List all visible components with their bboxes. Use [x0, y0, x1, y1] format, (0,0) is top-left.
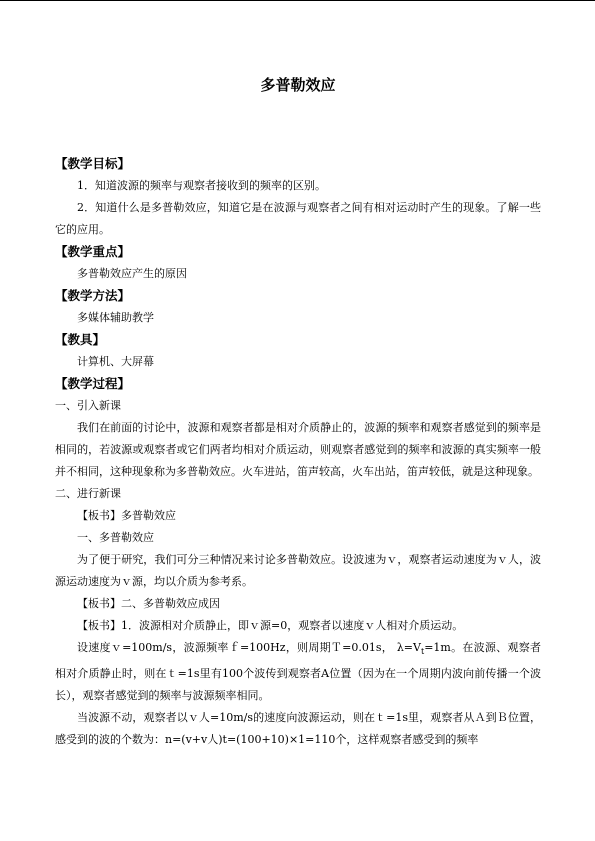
goal-item-1: 1．知道波源的频率与观察者接收到的频率的区别。	[77, 179, 326, 192]
document-title: 多普勒效应	[260, 76, 336, 94]
top-border-line	[0, 0, 595, 1]
subheading-doppler: 一、多普勒效应	[77, 531, 154, 544]
section-heading-goals: 【教学目标】	[55, 156, 131, 171]
section-heading-method: 【教学方法】	[55, 288, 131, 303]
method-text: 多媒体辅助教学	[77, 311, 154, 324]
section-heading-process: 【教学过程】	[55, 376, 131, 391]
paragraph-observer-moving: 当波源不动，观察者以ｖ人=10m/s的速度向波源运动，则在ｔ=1s里，观察者从Ａ到Ｂ位置，感受到的波的个数为：n=(v+v人)t=(100+10)×1=110个，这样观察者感受到的频率	[55, 711, 541, 747]
paragraph-example-part-a: 设速度ｖ=100m/s，波源频率ｆ=100Hz，则周期Ｔ=0.01s， λ=V	[77, 641, 421, 654]
process-part1-title: 一、引入新课	[55, 399, 121, 412]
board-note-1: 【板书】多普勒效应	[77, 509, 176, 522]
board-note-3: 【板书】1．波源相对介质静止，即ｖ源=0，观察者以速度ｖ人相对介质运动。	[77, 619, 464, 632]
paragraph-example-subscript: t	[420, 647, 425, 657]
board-note-2: 【板书】二、多普勒效应成因	[77, 597, 220, 610]
paragraph-example-part-b: =1m。在波源、观察者相对介质静止时，则在ｔ=1s里有100个波传到观察者A位置（因为在一个周期内波向前传播一个波长），观察者感觉到的频率与波源频率相同。	[55, 641, 541, 703]
section-heading-tools: 【教具】	[55, 332, 106, 347]
document-page	[55, 74, 541, 751]
process-part2-title: 二、进行新课	[55, 487, 121, 500]
paragraph-setup: 为了便于研究，我们可分三种情况来讨论多普勒效应。设波速为ｖ，观察者运动速度为ｖ人，波源运动速度为ｖ源，均以介质为参考系。	[55, 553, 541, 588]
goal-item-2: 2．知道什么是多普勒效应，知道它是在波源与观察者之间有相对运动时产生的现象。了解一些它的应用。	[55, 201, 541, 236]
key-point-text: 多普勒效应产生的原因	[77, 267, 187, 280]
paragraph-example	[55, 637, 541, 707]
tools-text: 计算机、大屏幕	[77, 355, 154, 368]
process-part1-text: 我们在前面的讨论中，波源和观察者都是相对介质静止的，波源的频率和观察者感觉到的频率是相同的，若波源或观察者或它们两者均相对介质运动，则观察者感觉到的频率和波源的真实频率一般并不相同，这种现象称为多普勒效应。火车进站，笛声较高，火车出站，笛声较低，就是这种现象。	[55, 421, 541, 478]
section-heading-key: 【教学重点】	[55, 244, 131, 259]
